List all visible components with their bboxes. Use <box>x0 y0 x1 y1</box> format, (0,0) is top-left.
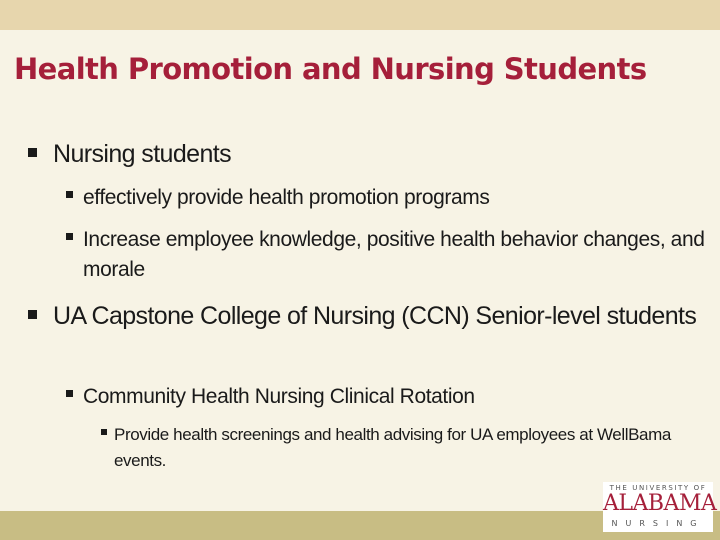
logo-university-text: THE UNIVERSITY OF <box>609 484 707 492</box>
sub-bullet-health-programs <box>66 183 706 213</box>
logo-nursing-text: NURSING <box>611 519 705 528</box>
sub-sub-bullet-wellbama <box>101 422 691 474</box>
bullet-square-icon <box>66 390 73 397</box>
bullet-text: Provide health screenings and health advising for UA employees at WellBama events. <box>114 425 671 470</box>
bullet-square-icon <box>66 191 73 198</box>
slide-title: Health Promotion and Nursing Students <box>14 52 647 86</box>
top-band <box>0 0 720 30</box>
bullet-square-icon <box>101 429 107 435</box>
bullet-square-icon <box>28 148 37 157</box>
bullet-text: effectively provide health promotion programs <box>83 186 490 209</box>
bullet-text: Community Health Nursing Clinical Rotation <box>83 385 475 408</box>
sub-bullet-clinical-rotation <box>66 382 706 412</box>
ua-nursing-logo <box>603 482 717 532</box>
bullet-ua-ccn-students <box>28 300 708 332</box>
logo-alabama-text: ALABAMA <box>603 491 717 516</box>
bullet-square-icon <box>66 233 73 240</box>
bullet-nursing-students <box>28 138 708 170</box>
bullet-square-icon <box>28 310 37 319</box>
bullet-text: Increase employee knowledge, positive health behavior changes, and morale <box>83 228 705 281</box>
bullet-text: Nursing students <box>53 140 231 168</box>
bullet-text: UA Capstone College of Nursing (CCN) Senior-level students <box>53 302 697 330</box>
sub-bullet-employee-knowledge <box>66 225 706 285</box>
